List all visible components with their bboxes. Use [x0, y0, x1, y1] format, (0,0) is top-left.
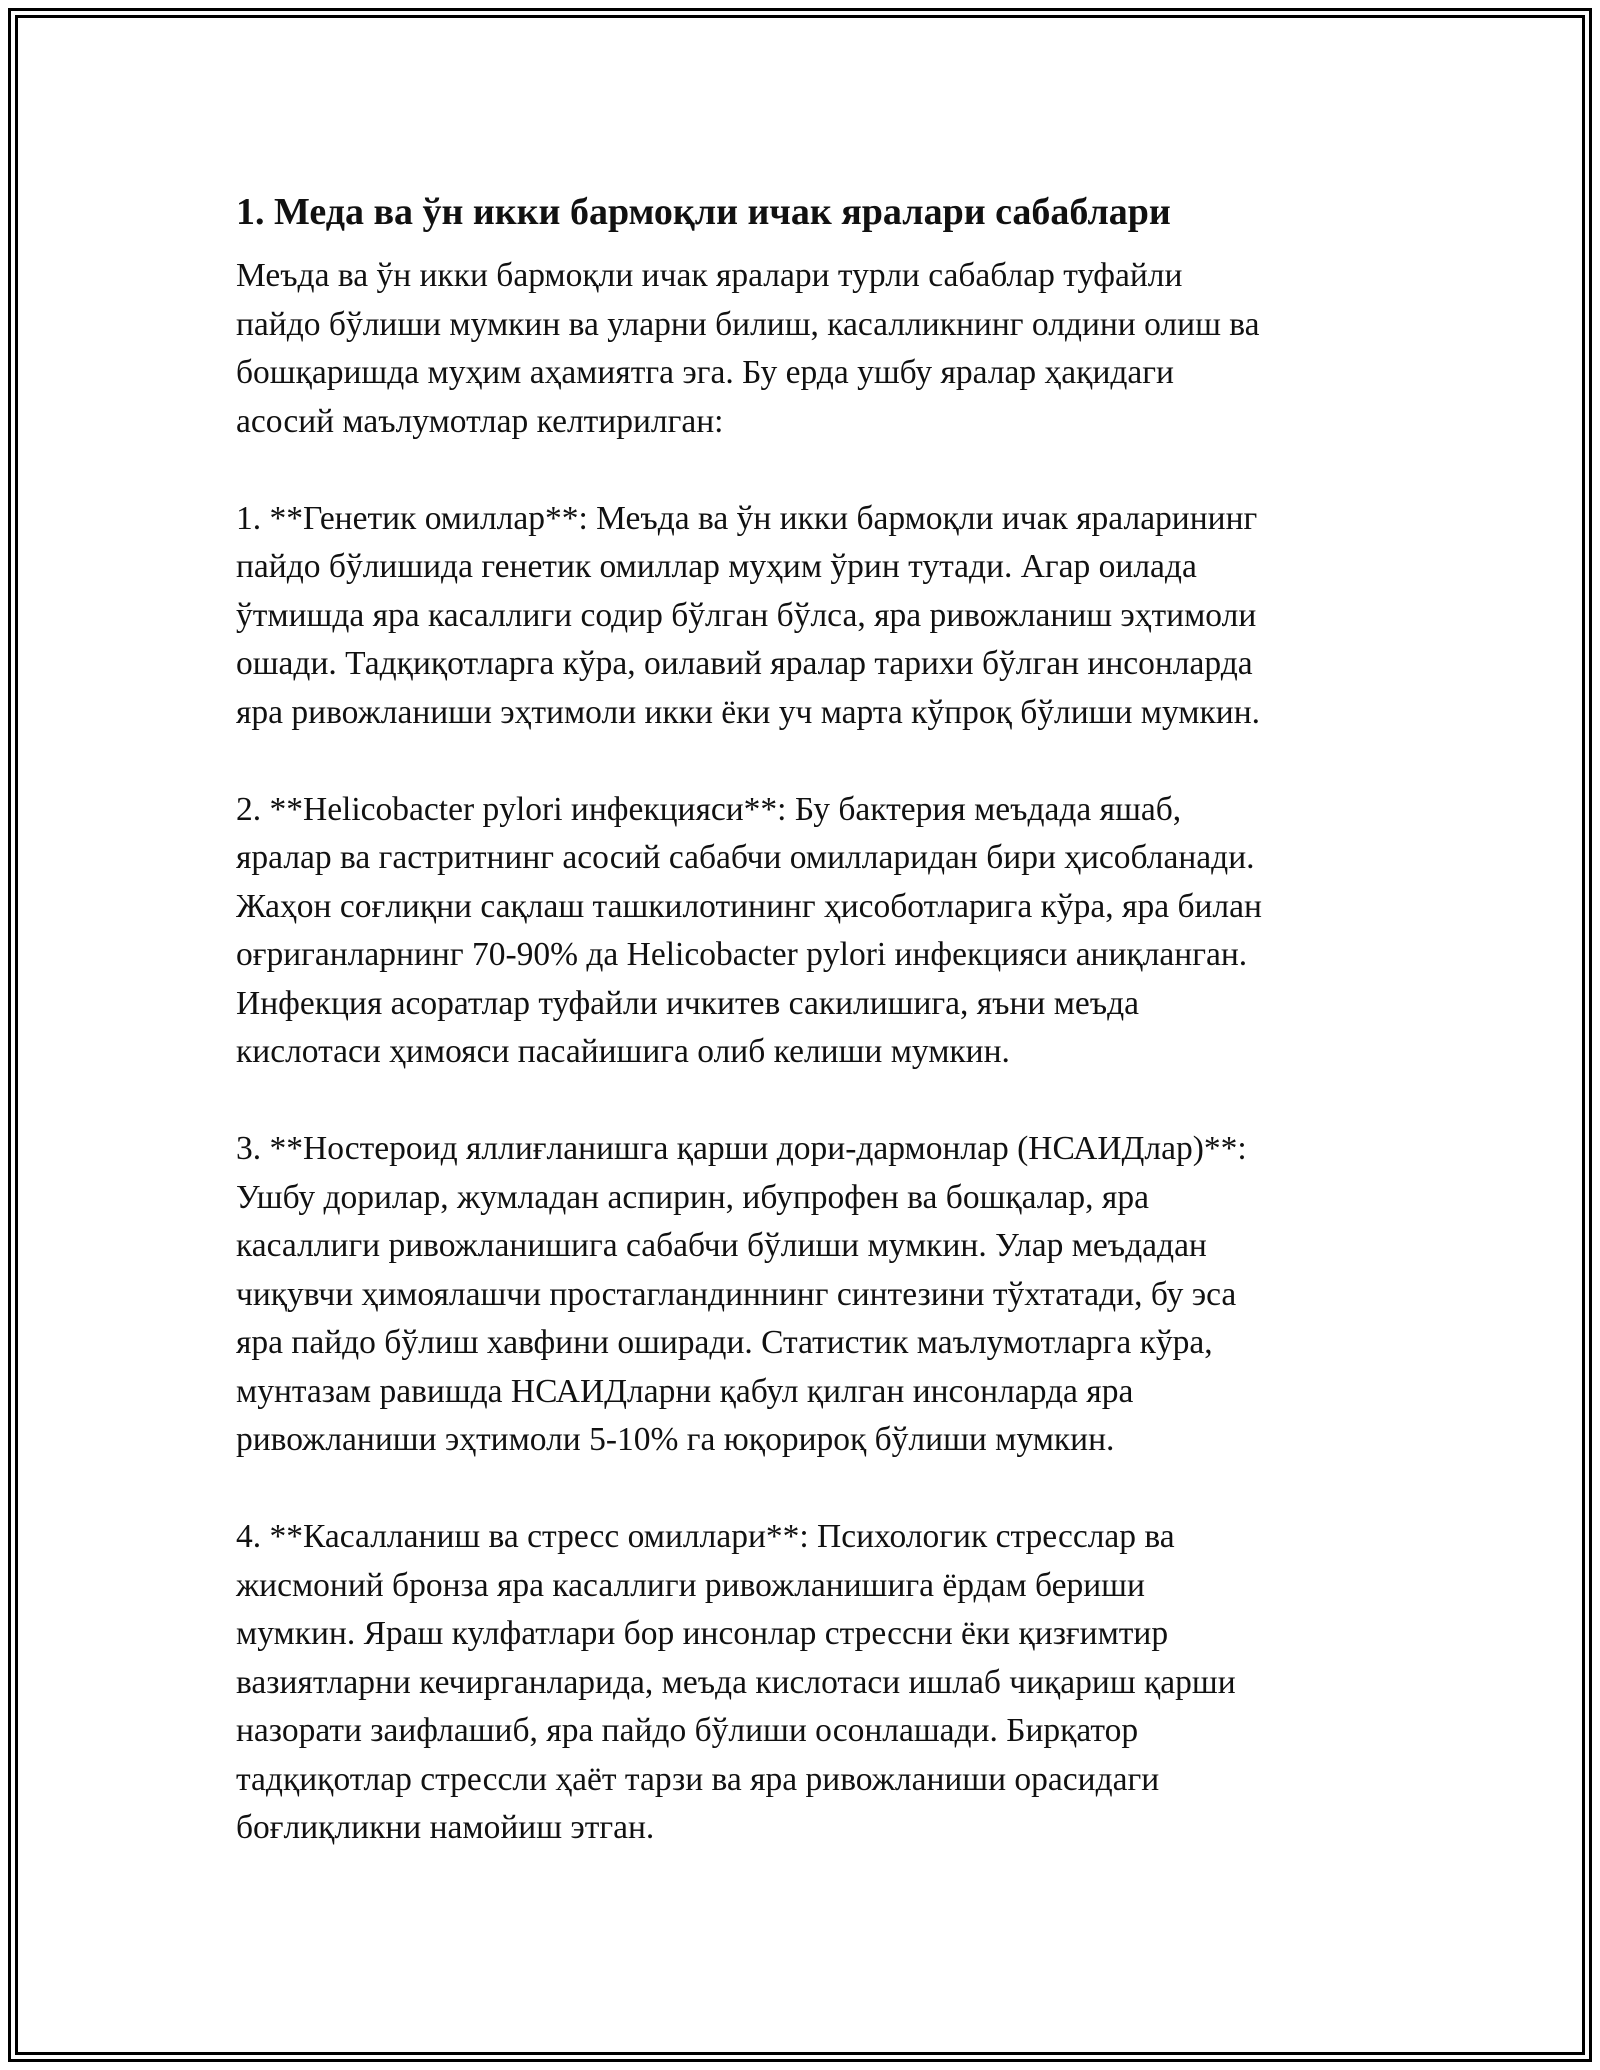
text-line: вазиятларни кечирганларида, меъда кислотаси ишлаб чиқариш қарши	[236, 1663, 1236, 1701]
text-line: Жаҳон соғлиқни сақлаш ташкилотининг ҳисоботларига кўра, яра билан	[236, 887, 1262, 925]
text-line: 4. **Касалланиш ва стресс омиллари**: Психологик стресслар ва	[236, 1518, 1175, 1555]
text-line: яралар ва гастритнинг асосий сабабчи омилларидан бири ҳисобланади.	[236, 839, 1255, 876]
text-line: жисмоний бронза яра касаллиги ривожланишига ёрдам бериши	[236, 1566, 1145, 1604]
text-line: чиқувчи ҳимоялашчи простагландиннинг синтезини тўхтатади, бу эса	[236, 1275, 1237, 1313]
document-title: 1. Меда ва ўн икки бармоқли ичак яралари сабаблари	[236, 191, 1171, 233]
text-line: ривожланиши эҳтимоли 5-10% га юқорироқ бўлиши мумкин.	[236, 1421, 1115, 1458]
paragraph-genetic-factors	[236, 495, 1376, 738]
text-line: мумкин. Яраш кулфатлари бор инсонлар стрессни ёки қизғимтир	[236, 1615, 1169, 1652]
text-line: назорати заифлашиб, яра пайдо бўлиши осонлашади. Бирқатор	[236, 1712, 1139, 1749]
text-line: 3. **Ностероид яллиғланишга қарши дори-дармонлар (НСАИДлар)**:	[236, 1130, 1247, 1167]
text-line: кислотаси ҳимояси пасайишига олиб келиши мумкин.	[236, 1033, 1010, 1070]
text-line: Ушбу дорилар, жумладан аспирин, ибупрофен ва бошқалар, яра	[236, 1178, 1149, 1216]
paragraph-helicobacter	[236, 786, 1376, 1077]
text-line: Меъда ва ўн икки бармоқли ичак яралари турли сабаблар туфайли	[236, 257, 1183, 294]
text-line: бошқаришда муҳим аҳамиятга эга. Бу ерда ушбу яралар ҳақидаги	[236, 354, 1174, 391]
text-line: 1. **Генетик омиллар**: Меъда ва ўн икки бармоқли ичак яраларининг	[236, 499, 1258, 537]
text-line: яра пайдо бўлиш хавфини оширади. Статистик маълумотларга кўра,	[236, 1324, 1213, 1361]
text-line: боғлиқликни намойиш этган.	[236, 1809, 655, 1846]
text-line: Инфекция асоратлар туфайли ичкитев сакилишига, яъни меъда	[236, 984, 1140, 1022]
text-line: пайдо бўлишида генетик омиллар муҳим ўрин тутади. Агар оилада	[236, 548, 1197, 585]
text-line: асосий маълумотлар келтирилган:	[236, 402, 724, 440]
document-body	[236, 186, 1376, 1901]
text-line: касаллиги ривожланишига сабабчи бўлиши мумкин. Улар меъдадан	[236, 1227, 1207, 1264]
text-line: яра ривожланиши эҳтимоли икки ёки уч марта кўпроқ бўлиши мумкин.	[236, 693, 1260, 731]
text-line: оғриганларнинг 70-90% да Helicobacter pylori инфекцияси аниқланган.	[236, 936, 1248, 973]
text-line: мунтазам равишда НСАИДларни қабул қилган инсонларда яра	[236, 1372, 1134, 1410]
text-line: тадқиқотлар стрессли ҳаёт тарзи ва яра ривожланиши орасидаги	[236, 1760, 1160, 1798]
text-line: ошади. Тадқиқотларга кўра, оилавий яралар тарихи бўлган инсонларда	[236, 645, 1253, 682]
paragraph-nsaids	[236, 1125, 1376, 1465]
paragraph-intro	[236, 252, 1376, 446]
text-line: 2. **Helicobacter pylori инфекцияси**: Бу бактерия меъдада яшаб,	[236, 790, 1182, 828]
paragraph-stress-factors	[236, 1513, 1376, 1853]
text-line: ўтмишда яра касаллиги содир бўлган бўлса, яра ривожланиш эҳтимоли	[236, 596, 1257, 634]
text-line: пайдо бўлиши мумкин ва уларни билиш, касалликнинг олдини олиш ва	[236, 305, 1260, 343]
